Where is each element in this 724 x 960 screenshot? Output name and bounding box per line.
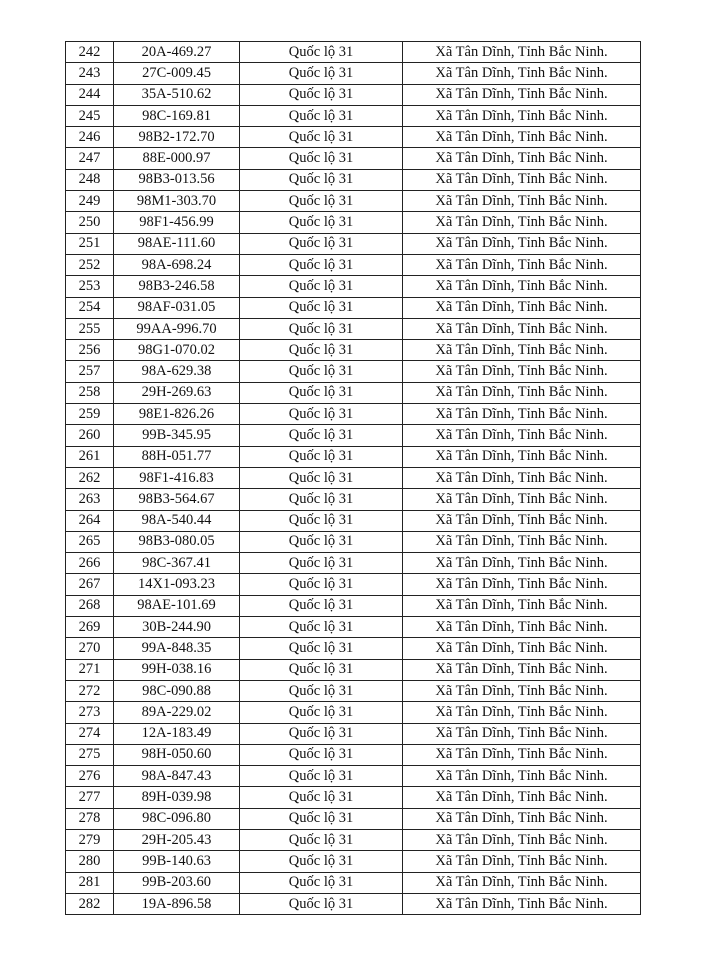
row-number-cell: 268 [66,595,114,616]
license-plate-cell: 98C-169.81 [114,105,240,126]
table-row [66,680,641,701]
road-cell: Quốc lộ 31 [240,553,403,574]
location-cell: Xã Tân Dĩnh, Tỉnh Bắc Ninh. [403,446,641,467]
table-row [66,510,641,531]
license-plate-cell: 98C-367.41 [114,553,240,574]
location-cell: Xã Tân Dĩnh, Tỉnh Bắc Ninh. [403,63,641,84]
table-row [66,127,641,148]
license-plate-cell: 98AE-111.60 [114,233,240,254]
license-plate-cell: 88E-000.97 [114,148,240,169]
road-cell: Quốc lộ 31 [240,766,403,787]
table-row [66,84,641,105]
road-cell: Quốc lộ 31 [240,84,403,105]
road-cell: Quốc lộ 31 [240,191,403,212]
license-plate-cell: 89H-039.98 [114,787,240,808]
location-cell: Xã Tân Dĩnh, Tỉnh Bắc Ninh. [403,744,641,765]
road-cell: Quốc lộ 31 [240,297,403,318]
table-row [66,531,641,552]
license-plate-cell: 98B3-013.56 [114,169,240,190]
row-number-cell: 278 [66,808,114,829]
table-row [66,148,641,169]
table-row [66,787,641,808]
table-row [66,404,641,425]
row-number-cell: 276 [66,766,114,787]
license-plate-cell: 98H-050.60 [114,744,240,765]
license-plate-cell: 12A-183.49 [114,723,240,744]
row-number-cell: 247 [66,148,114,169]
location-cell: Xã Tân Dĩnh, Tỉnh Bắc Ninh. [403,638,641,659]
location-cell: Xã Tân Dĩnh, Tỉnh Bắc Ninh. [403,510,641,531]
row-number-cell: 274 [66,723,114,744]
row-number-cell: 266 [66,553,114,574]
license-plate-cell: 99B-345.95 [114,425,240,446]
license-plate-cell: 98AE-101.69 [114,595,240,616]
location-cell: Xã Tân Dĩnh, Tỉnh Bắc Ninh. [403,297,641,318]
location-cell: Xã Tân Dĩnh, Tỉnh Bắc Ninh. [403,467,641,488]
road-cell: Quốc lộ 31 [240,446,403,467]
location-cell: Xã Tân Dĩnh, Tỉnh Bắc Ninh. [403,105,641,126]
table-row [66,467,641,488]
table-row [66,574,641,595]
table-row [66,318,641,339]
road-cell: Quốc lộ 31 [240,574,403,595]
road-cell: Quốc lộ 31 [240,404,403,425]
road-cell: Quốc lộ 31 [240,723,403,744]
road-cell: Quốc lộ 31 [240,851,403,872]
road-cell: Quốc lộ 31 [240,510,403,531]
road-cell: Quốc lộ 31 [240,680,403,701]
location-cell: Xã Tân Dĩnh, Tỉnh Bắc Ninh. [403,191,641,212]
row-number-cell: 273 [66,702,114,723]
table-row [66,191,641,212]
license-plate-cell: 99H-038.16 [114,659,240,680]
location-cell: Xã Tân Dĩnh, Tỉnh Bắc Ninh. [403,659,641,680]
table-row [66,276,641,297]
location-cell: Xã Tân Dĩnh, Tỉnh Bắc Ninh. [403,893,641,914]
violations-table-body [66,42,641,915]
row-number-cell: 242 [66,42,114,63]
license-plate-cell: 98A-629.38 [114,361,240,382]
license-plate-cell: 98B2-172.70 [114,127,240,148]
table-row [66,42,641,63]
road-cell: Quốc lộ 31 [240,531,403,552]
table-row [66,851,641,872]
road-cell: Quốc lộ 31 [240,212,403,233]
license-plate-cell: 98A-847.43 [114,766,240,787]
road-cell: Quốc lộ 31 [240,340,403,361]
road-cell: Quốc lộ 31 [240,254,403,275]
license-plate-cell: 98M1-303.70 [114,191,240,212]
row-number-cell: 255 [66,318,114,339]
location-cell: Xã Tân Dĩnh, Tỉnh Bắc Ninh. [403,702,641,723]
violations-table [65,41,641,915]
row-number-cell: 260 [66,425,114,446]
table-row [66,297,641,318]
road-cell: Quốc lộ 31 [240,361,403,382]
row-number-cell: 262 [66,467,114,488]
road-cell: Quốc lộ 31 [240,489,403,510]
table-row [66,212,641,233]
table-row [66,361,641,382]
road-cell: Quốc lộ 31 [240,63,403,84]
road-cell: Quốc lộ 31 [240,382,403,403]
row-number-cell: 281 [66,872,114,893]
license-plate-cell: 88H-051.77 [114,446,240,467]
license-plate-cell: 98B3-080.05 [114,531,240,552]
row-number-cell: 253 [66,276,114,297]
row-number-cell: 243 [66,63,114,84]
table-row [66,254,641,275]
license-plate-cell: 99B-140.63 [114,851,240,872]
license-plate-cell: 98B3-564.67 [114,489,240,510]
location-cell: Xã Tân Dĩnh, Tỉnh Bắc Ninh. [403,382,641,403]
row-number-cell: 245 [66,105,114,126]
table-row [66,638,641,659]
road-cell: Quốc lộ 31 [240,467,403,488]
license-plate-cell: 98F1-416.83 [114,467,240,488]
license-plate-cell: 20A-469.27 [114,42,240,63]
location-cell: Xã Tân Dĩnh, Tỉnh Bắc Ninh. [403,148,641,169]
row-number-cell: 263 [66,489,114,510]
road-cell: Quốc lộ 31 [240,595,403,616]
row-number-cell: 270 [66,638,114,659]
row-number-cell: 264 [66,510,114,531]
license-plate-cell: 98C-090.88 [114,680,240,701]
road-cell: Quốc lộ 31 [240,893,403,914]
location-cell: Xã Tân Dĩnh, Tỉnh Bắc Ninh. [403,425,641,446]
road-cell: Quốc lộ 31 [240,318,403,339]
location-cell: Xã Tân Dĩnh, Tỉnh Bắc Ninh. [403,489,641,510]
road-cell: Quốc lộ 31 [240,787,403,808]
table-row [66,829,641,850]
location-cell: Xã Tân Dĩnh, Tỉnh Bắc Ninh. [403,404,641,425]
road-cell: Quốc lộ 31 [240,638,403,659]
road-cell: Quốc lộ 31 [240,169,403,190]
road-cell: Quốc lộ 31 [240,617,403,638]
row-number-cell: 256 [66,340,114,361]
location-cell: Xã Tân Dĩnh, Tỉnh Bắc Ninh. [403,723,641,744]
location-cell: Xã Tân Dĩnh, Tỉnh Bắc Ninh. [403,595,641,616]
row-number-cell: 259 [66,404,114,425]
license-plate-cell: 98A-698.24 [114,254,240,275]
table-row [66,63,641,84]
table-row [66,169,641,190]
location-cell: Xã Tân Dĩnh, Tỉnh Bắc Ninh. [403,574,641,595]
road-cell: Quốc lộ 31 [240,127,403,148]
location-cell: Xã Tân Dĩnh, Tỉnh Bắc Ninh. [403,617,641,638]
road-cell: Quốc lộ 31 [240,276,403,297]
location-cell: Xã Tân Dĩnh, Tỉnh Bắc Ninh. [403,42,641,63]
license-plate-cell: 98F1-456.99 [114,212,240,233]
road-cell: Quốc lộ 31 [240,872,403,893]
row-number-cell: 258 [66,382,114,403]
road-cell: Quốc lộ 31 [240,148,403,169]
road-cell: Quốc lộ 31 [240,105,403,126]
row-number-cell: 267 [66,574,114,595]
license-plate-cell: 99B-203.60 [114,872,240,893]
license-plate-cell: 98G1-070.02 [114,340,240,361]
location-cell: Xã Tân Dĩnh, Tỉnh Bắc Ninh. [403,872,641,893]
location-cell: Xã Tân Dĩnh, Tỉnh Bắc Ninh. [403,851,641,872]
row-number-cell: 252 [66,254,114,275]
row-number-cell: 271 [66,659,114,680]
row-number-cell: 277 [66,787,114,808]
row-number-cell: 257 [66,361,114,382]
license-plate-cell: 27C-009.45 [114,63,240,84]
row-number-cell: 272 [66,680,114,701]
location-cell: Xã Tân Dĩnh, Tỉnh Bắc Ninh. [403,829,641,850]
table-row [66,340,641,361]
location-cell: Xã Tân Dĩnh, Tỉnh Bắc Ninh. [403,318,641,339]
table-row [66,382,641,403]
row-number-cell: 250 [66,212,114,233]
location-cell: Xã Tân Dĩnh, Tỉnh Bắc Ninh. [403,531,641,552]
row-number-cell: 279 [66,829,114,850]
table-row [66,105,641,126]
table-row [66,489,641,510]
row-number-cell: 248 [66,169,114,190]
location-cell: Xã Tân Dĩnh, Tỉnh Bắc Ninh. [403,680,641,701]
row-number-cell: 275 [66,744,114,765]
row-number-cell: 249 [66,191,114,212]
row-number-cell: 246 [66,127,114,148]
license-plate-cell: 98A-540.44 [114,510,240,531]
row-number-cell: 244 [66,84,114,105]
license-plate-cell: 98C-096.80 [114,808,240,829]
table-row [66,659,641,680]
license-plate-cell: 30B-244.90 [114,617,240,638]
table-row [66,233,641,254]
road-cell: Quốc lộ 31 [240,808,403,829]
license-plate-cell: 29H-205.43 [114,829,240,850]
location-cell: Xã Tân Dĩnh, Tỉnh Bắc Ninh. [403,169,641,190]
row-number-cell: 251 [66,233,114,254]
row-number-cell: 280 [66,851,114,872]
row-number-cell: 269 [66,617,114,638]
table-row [66,723,641,744]
table-row [66,744,641,765]
license-plate-cell: 29H-269.63 [114,382,240,403]
location-cell: Xã Tân Dĩnh, Tỉnh Bắc Ninh. [403,340,641,361]
location-cell: Xã Tân Dĩnh, Tỉnh Bắc Ninh. [403,553,641,574]
road-cell: Quốc lộ 31 [240,233,403,254]
location-cell: Xã Tân Dĩnh, Tỉnh Bắc Ninh. [403,212,641,233]
license-plate-cell: 98E1-826.26 [114,404,240,425]
license-plate-cell: 89A-229.02 [114,702,240,723]
table-row [66,553,641,574]
location-cell: Xã Tân Dĩnh, Tỉnh Bắc Ninh. [403,808,641,829]
table-row [66,872,641,893]
location-cell: Xã Tân Dĩnh, Tỉnh Bắc Ninh. [403,361,641,382]
road-cell: Quốc lộ 31 [240,42,403,63]
table-row [66,617,641,638]
row-number-cell: 261 [66,446,114,467]
license-plate-cell: 98B3-246.58 [114,276,240,297]
table-row [66,425,641,446]
road-cell: Quốc lộ 31 [240,744,403,765]
row-number-cell: 254 [66,297,114,318]
location-cell: Xã Tân Dĩnh, Tỉnh Bắc Ninh. [403,127,641,148]
row-number-cell: 265 [66,531,114,552]
table-row [66,766,641,787]
table-row [66,446,641,467]
table-row [66,893,641,914]
table-row [66,808,641,829]
road-cell: Quốc lộ 31 [240,829,403,850]
location-cell: Xã Tân Dĩnh, Tỉnh Bắc Ninh. [403,84,641,105]
road-cell: Quốc lộ 31 [240,659,403,680]
row-number-cell: 282 [66,893,114,914]
location-cell: Xã Tân Dĩnh, Tỉnh Bắc Ninh. [403,233,641,254]
table-row [66,702,641,723]
table-row [66,595,641,616]
license-plate-cell: 99AA-996.70 [114,318,240,339]
location-cell: Xã Tân Dĩnh, Tỉnh Bắc Ninh. [403,276,641,297]
license-plate-cell: 19A-896.58 [114,893,240,914]
road-cell: Quốc lộ 31 [240,425,403,446]
location-cell: Xã Tân Dĩnh, Tỉnh Bắc Ninh. [403,254,641,275]
license-plate-cell: 98AF-031.05 [114,297,240,318]
license-plate-cell: 14X1-093.23 [114,574,240,595]
license-plate-cell: 99A-848.35 [114,638,240,659]
license-plate-cell: 35A-510.62 [114,84,240,105]
road-cell: Quốc lộ 31 [240,702,403,723]
location-cell: Xã Tân Dĩnh, Tỉnh Bắc Ninh. [403,787,641,808]
location-cell: Xã Tân Dĩnh, Tỉnh Bắc Ninh. [403,766,641,787]
